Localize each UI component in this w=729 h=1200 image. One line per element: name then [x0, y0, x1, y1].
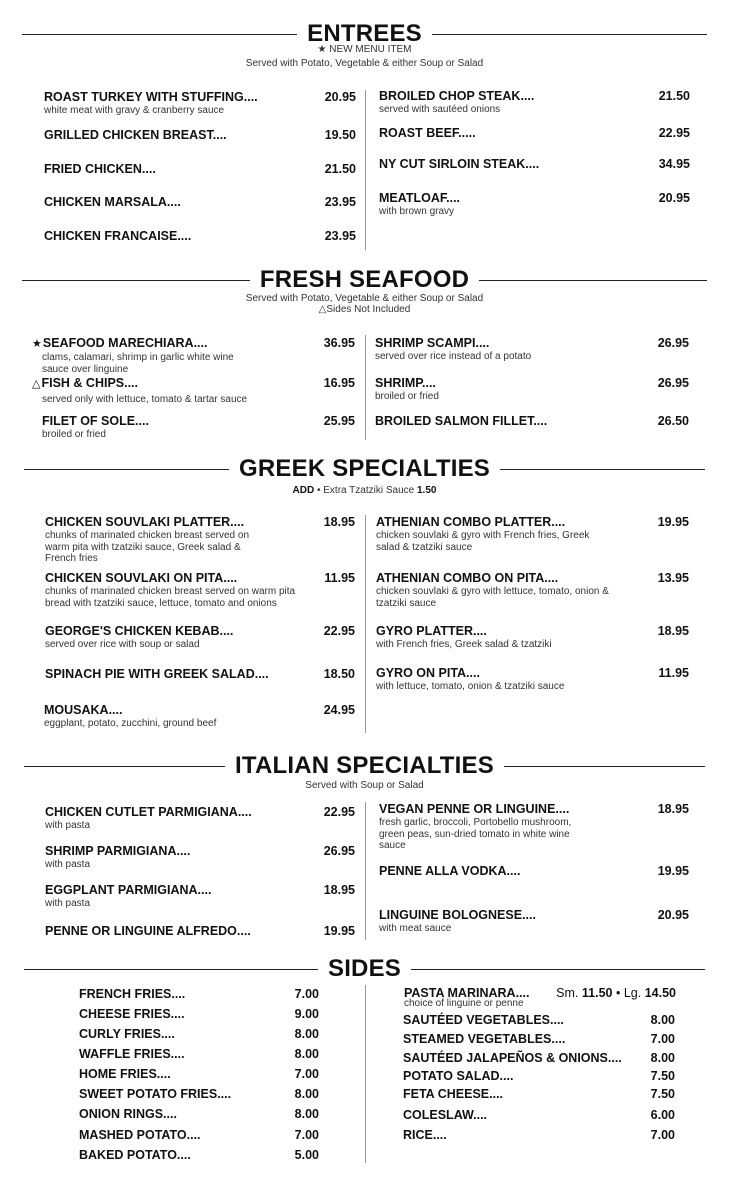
price: 19.50 [324, 128, 356, 142]
price: 7.00 [294, 1128, 319, 1142]
price: 11.95 [324, 571, 355, 585]
side-item: RICE.... 7.00 [403, 1128, 675, 1142]
price: 7.50 [650, 1069, 675, 1083]
side-item: CHEESE FRIES.... 9.00 [79, 1007, 319, 1021]
sides-header [0, 955, 729, 983]
seafood-header [0, 266, 729, 294]
price: 20.95 [658, 191, 690, 205]
price: 8.00 [650, 1051, 675, 1065]
italian-header [0, 752, 729, 780]
price: 21.50 [324, 162, 356, 176]
price: 23.95 [324, 229, 356, 243]
column-divider [365, 90, 366, 250]
section-title: SIDES [318, 955, 411, 983]
greek-header [0, 455, 729, 483]
menu-item: CHICKEN MARSALA.... 23.95 [44, 195, 356, 209]
menu-item: MEATLOAF.... with brown gravy 20.95 [379, 191, 690, 217]
side-item: HOME FRIES.... 7.00 [79, 1067, 319, 1081]
price: 19.95 [323, 924, 355, 938]
side-item: WAFFLE FRIES.... 8.00 [79, 1047, 319, 1061]
side-item: SWEET POTATO FRIES.... 8.00 [79, 1087, 319, 1101]
price: 18.95 [323, 515, 355, 529]
price: 22.95 [323, 624, 355, 638]
menu-item: ATHENIAN COMBO ON PITA.... chicken souvlaki & gyro with lettuce, tomato, onion & tzatziki sauce 13.95 [376, 571, 689, 609]
section-note: △Sides Not Included [318, 304, 411, 315]
menu-item: ROAST BEEF..... 22.95 [379, 126, 690, 140]
price: 8.00 [294, 1047, 319, 1061]
price: 13.95 [657, 571, 689, 585]
menu-item: NY CUT SIRLOIN STEAK.... 34.95 [379, 157, 690, 171]
price: 8.00 [650, 1013, 675, 1027]
price: 7.00 [650, 1032, 675, 1046]
side-item: FRENCH FRIES.... 7.00 [79, 987, 319, 1001]
menu-item: FRIED CHICKEN.... 21.50 [44, 162, 356, 176]
price: 19.95 [657, 864, 689, 878]
new-item-note: ★ NEW MENU ITEM [317, 44, 412, 55]
price: 18.95 [657, 624, 689, 638]
menu-item: ROAST TURKEY WITH STUFFING.... white meat with gravy & cranberry sauce 20.95 [44, 90, 356, 116]
price: 7.00 [294, 1067, 319, 1081]
column-divider [365, 335, 366, 440]
section-subtitle: Served with Potato, Vegetable & either Soup or Salad [245, 58, 484, 69]
menu-item: GYRO ON PITA.... with lettuce, tomato, onion & tzatziki sauce 11.95 [376, 666, 689, 692]
side-item: FETA CHEESE.... 7.50 [403, 1087, 675, 1101]
menu-item: ★SEAFOOD MARECHIARA.... clams, calamari, shrimp in garlic white wine sauce over linguine 36.95 [32, 336, 355, 375]
section-title: GREEK SPECIALTIES [229, 455, 500, 483]
price: 20.95 [324, 90, 356, 104]
price: 7.50 [650, 1087, 675, 1101]
sides-not-included-mark: △ [32, 378, 41, 390]
price: 18.95 [657, 802, 689, 816]
price: 23.95 [324, 195, 356, 209]
price: 16.95 [323, 376, 355, 390]
menu-item: CHICKEN FRANCAISE.... 23.95 [44, 229, 356, 243]
price: 18.95 [323, 883, 355, 897]
menu-item: LINGUINE BOLOGNESE.... with meat sauce 20.95 [379, 908, 689, 934]
price: 7.00 [650, 1128, 675, 1142]
price: 25.95 [323, 414, 355, 428]
menu-item: MOUSAKA.... eggplant, potato, zucchini, ground beef 24.95 [44, 703, 355, 729]
price: 24.95 [323, 703, 355, 717]
price: 22.95 [658, 126, 690, 140]
side-item: SAUTÉED VEGETABLES.... 8.00 [403, 1013, 675, 1027]
menu-item: EGGPLANT PARMIGIANA.... with pasta 18.95 [45, 883, 355, 909]
price: 26.50 [657, 414, 689, 428]
price: 20.95 [657, 908, 689, 922]
side-item: MASHED POTATO.... 7.00 [79, 1128, 319, 1142]
menu-item: SHRIMP.... broiled or fried 26.95 [375, 376, 689, 402]
price: 36.95 [323, 336, 355, 350]
price: Sm. 11.50 • Lg. 14.50 [556, 986, 676, 1000]
section-subtitle: Served with Potato, Vegetable & either Soup or Salad [245, 293, 484, 304]
price: 9.00 [294, 1007, 319, 1021]
price: 34.95 [658, 157, 690, 171]
menu-item: VEGAN PENNE OR LINGUINE.... fresh garlic, broccoli, Portobello mushroom, green peas, sun-dried tomato in white wine sauce 18.95 [379, 802, 689, 851]
new-item-mark: ★ [32, 338, 42, 350]
side-item: PASTA MARINARA.... choice of linguine or penne Sm. 11.50 • Lg. 14.50 [404, 986, 676, 1009]
section-title: FRESH SEAFOOD [250, 266, 479, 294]
section-subtitle: Served with Soup or Salad [305, 780, 424, 791]
menu-item: BROILED SALMON FILLET.... 26.50 [375, 414, 689, 428]
price: 8.00 [294, 1027, 319, 1041]
menu-item: FILET OF SOLE.... broiled or fried 25.95 [42, 414, 355, 440]
price: 26.95 [323, 844, 355, 858]
price: 11.95 [658, 666, 689, 680]
section-title: ITALIAN SPECIALTIES [225, 752, 504, 780]
menu-item: ATHENIAN COMBO PLATTER.... chicken souvlaki & gyro with French fries, Greek salad & tzatziki sauce 19.95 [376, 515, 689, 553]
price: 8.00 [294, 1087, 319, 1101]
menu-item: GEORGE'S CHICKEN KEBAB.... served over rice with soup or salad 22.95 [45, 624, 355, 650]
price: 26.95 [657, 376, 689, 390]
menu-item: PENNE ALLA VODKA.... 19.95 [379, 864, 689, 878]
side-item: ONION RINGS.... 8.00 [79, 1107, 319, 1121]
column-divider [365, 985, 366, 1163]
price: 21.50 [658, 89, 690, 103]
price: 7.00 [294, 987, 319, 1001]
menu-item: SPINACH PIE WITH GREEK SALAD.... 18.50 [45, 667, 355, 681]
column-divider [365, 515, 366, 733]
side-item: POTATO SALAD.... 7.50 [403, 1069, 675, 1083]
price: 5.00 [294, 1148, 319, 1162]
menu-item: GYRO PLATTER.... with French fries, Greek salad & tzatziki 18.95 [376, 624, 689, 650]
menu-item: CHICKEN SOUVLAKI PLATTER.... chunks of marinated chicken breast served on warm pita with tzatziki sauce, Greek salad & French fries 18.95 [45, 515, 355, 564]
side-item: SAUTÉED JALAPEÑOS & ONIONS.... 8.00 [403, 1051, 675, 1065]
section-title: ENTREES [297, 20, 432, 48]
side-item: BAKED POTATO.... 5.00 [79, 1148, 319, 1162]
side-item: COLESLAW.... 6.00 [403, 1108, 675, 1122]
menu-item: △FISH & CHIPS.... served only with lettuce, tomato & tartar sauce 16.95 [32, 376, 355, 405]
price: 26.95 [657, 336, 689, 350]
price: 22.95 [323, 805, 355, 819]
column-divider [365, 802, 366, 940]
price: 18.50 [323, 667, 355, 681]
menu-item: BROILED CHOP STEAK.... served with sautéed onions 21.50 [379, 89, 690, 115]
menu-item: GRILLED CHICKEN BREAST.... 19.50 [44, 128, 356, 142]
price: 6.00 [650, 1108, 675, 1122]
price: 8.00 [294, 1107, 319, 1121]
menu-item: SHRIMP SCAMPI.... served over rice instead of a potato 26.95 [375, 336, 689, 362]
menu-item: CHICKEN CUTLET PARMIGIANA.... with pasta 22.95 [45, 805, 355, 831]
menu-item: CHICKEN SOUVLAKI ON PITA.... chunks of marinated chicken breast served on warm pita bread with tzatziki sauce, lettuce, tomato and onions 11.95 [45, 571, 355, 609]
section-subtitle: ADD • Extra Tzatziki Sauce 1.50 [292, 485, 437, 496]
side-item: CURLY FRIES.... 8.00 [79, 1027, 319, 1041]
menu-item: SHRIMP PARMIGIANA.... with pasta 26.95 [45, 844, 355, 870]
menu-item: PENNE OR LINGUINE ALFREDO.... 19.95 [45, 924, 355, 938]
side-item: STEAMED VEGETABLES.... 7.00 [403, 1032, 675, 1046]
price: 19.95 [657, 515, 689, 529]
